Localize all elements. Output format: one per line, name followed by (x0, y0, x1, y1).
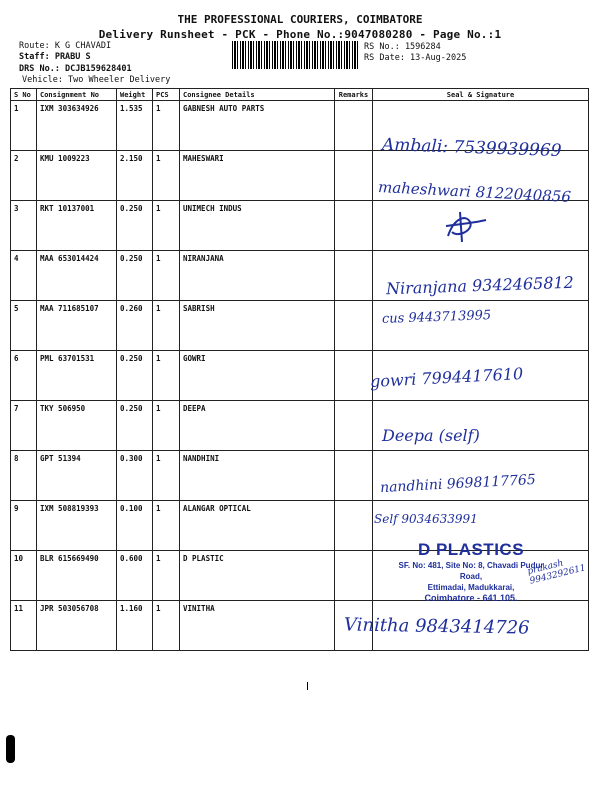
cell-remarks (335, 101, 373, 151)
cell-consignee: UNIMECH INDUS (180, 201, 335, 251)
signature-8: nandhini 9698117765 (379, 471, 537, 497)
cell-sno: 3 (11, 201, 37, 251)
cell-pcs: 1 (153, 151, 180, 201)
table-row (11, 401, 589, 451)
cell-consignee: ALANGAR OPTICAL (180, 501, 335, 551)
cell-consignee: NIRANJANA (180, 251, 335, 301)
cell-remarks (335, 301, 373, 351)
cell-sno: 7 (11, 401, 37, 451)
table-row (11, 201, 589, 251)
cell-consignee: DEEPA (180, 401, 335, 451)
stamp-line1: SF. No: 481, Site No: 8, Chavadi Pudur Road, (398, 561, 544, 581)
signature-11: Vinitha 9843414726 (343, 614, 530, 639)
cell-weight: 0.260 (117, 301, 153, 351)
cell-consignment: IXM 303634926 (37, 101, 117, 151)
signature-5: cus 9443713995 (381, 308, 492, 327)
cell-weight: 1.535 (117, 101, 153, 151)
cell-consignee: SABRISH (180, 301, 335, 351)
route-label: Route: K G CHAVADI (19, 41, 112, 51)
signature-9: Self 9034633991 (374, 512, 478, 526)
cell-consignment: IXM 508819393 (37, 501, 117, 551)
cell-consignee: NANDHINI (180, 451, 335, 501)
scan-mark (6, 735, 15, 763)
vehicle-label: Vehicle: Two Wheeler Delivery (22, 75, 171, 85)
table-row (11, 301, 589, 351)
cell-consignment: JPR 503056708 (37, 601, 117, 651)
cell-weight: 0.250 (117, 201, 153, 251)
signature-2: maheshwari 8122040856 (377, 177, 572, 207)
cell-consignment: MAA 653014424 (37, 251, 117, 301)
cell-remarks (335, 551, 373, 601)
signature-1: Ambali: 7539939969 (381, 134, 562, 162)
cell-sno: 5 (11, 301, 37, 351)
cell-pcs: 1 (153, 551, 180, 601)
cell-pcs: 1 (153, 251, 180, 301)
scan-dot (307, 682, 308, 690)
cell-pcs: 1 (153, 351, 180, 401)
company-stamp (396, 540, 546, 603)
cell-consignee: GABNESH AUTO PARTS (180, 101, 335, 151)
cell-weight: 0.300 (117, 451, 153, 501)
runsheet-title: Delivery Runsheet - PCK - Phone No.:9047080280 - Page No.:1 (98, 28, 502, 41)
cell-pcs: 1 (153, 501, 180, 551)
header-weight: Weight (117, 89, 153, 101)
cell-remarks (335, 451, 373, 501)
signature-6: gowri 7994417610 (369, 364, 524, 391)
cell-sno: 6 (11, 351, 37, 401)
signature-7: Deepa (self) (382, 426, 480, 445)
stamp-line2: Ettimadai, Madukkarai, (427, 583, 515, 592)
header-consignee: Consignee Details (180, 89, 335, 101)
cell-pcs: 1 (153, 601, 180, 651)
cell-weight: 0.250 (117, 351, 153, 401)
cell-consignment: PML 63701531 (37, 351, 117, 401)
barcode (232, 41, 358, 69)
cell-weight: 1.160 (117, 601, 153, 651)
cell-remarks (335, 151, 373, 201)
rs-no-label: RS No.: 1596284 (364, 42, 441, 52)
rs-date-label: RS Date: 13-Aug-2025 (364, 53, 467, 63)
cell-consignment: MAA 711685107 (37, 301, 117, 351)
signature-3-scribble (440, 208, 490, 244)
cell-weight: 0.100 (117, 501, 153, 551)
header-sno: S No (11, 89, 37, 101)
header-consignment: Consignment No (37, 89, 117, 101)
cell-sno: 8 (11, 451, 37, 501)
signature-4: Niranjana 9342465812 (385, 272, 575, 299)
cell-pcs: 1 (153, 451, 180, 501)
cell-pcs: 1 (153, 201, 180, 251)
cell-consignment: RKT 10137001 (37, 201, 117, 251)
header-seal: Seal & Signature (373, 89, 589, 101)
cell-pcs: 1 (153, 301, 180, 351)
stamp-city: Coimbatore - 641 105. (424, 593, 518, 603)
cell-consignment: GPT 51394 (37, 451, 117, 501)
cell-weight: 0.600 (117, 551, 153, 601)
drs-label: DRS No.: DCJB159628401 (19, 64, 132, 74)
header-remarks: Remarks (335, 89, 373, 101)
cell-sno: 2 (11, 151, 37, 201)
cell-sno: 1 (11, 101, 37, 151)
cell-pcs: 1 (153, 401, 180, 451)
cell-consignee: GOWRI (180, 351, 335, 401)
header-pcs: PCS (153, 89, 180, 101)
cell-consignment: BLR 615669490 (37, 551, 117, 601)
cell-consignee: D PLASTIC (180, 551, 335, 601)
cell-weight: 0.250 (117, 251, 153, 301)
cell-weight: 2.150 (117, 151, 153, 201)
cell-remarks (335, 401, 373, 451)
cell-weight: 0.250 (117, 401, 153, 451)
signature-10: prakash 9943292611 (526, 558, 587, 587)
cell-consignment: KMU 1009223 (37, 151, 117, 201)
cell-consignee: MAHESWARI (180, 151, 335, 201)
cell-sno: 9 (11, 501, 37, 551)
company-title: THE PROFESSIONAL COURIERS, COIMBATORE (177, 13, 423, 26)
cell-sno: 11 (11, 601, 37, 651)
cell-remarks (335, 201, 373, 251)
cell-sno: 4 (11, 251, 37, 301)
cell-remarks (335, 251, 373, 301)
cell-remarks (335, 351, 373, 401)
staff-label: Staff: PRABU S (19, 52, 91, 62)
stamp-name: D PLASTICS (417, 540, 525, 559)
cell-remarks (335, 501, 373, 551)
cell-consignee: VINITHA (180, 601, 335, 651)
table-header-row (11, 89, 589, 101)
cell-sno: 10 (11, 551, 37, 601)
cell-consignment: TKY 506950 (37, 401, 117, 451)
cell-pcs: 1 (153, 101, 180, 151)
